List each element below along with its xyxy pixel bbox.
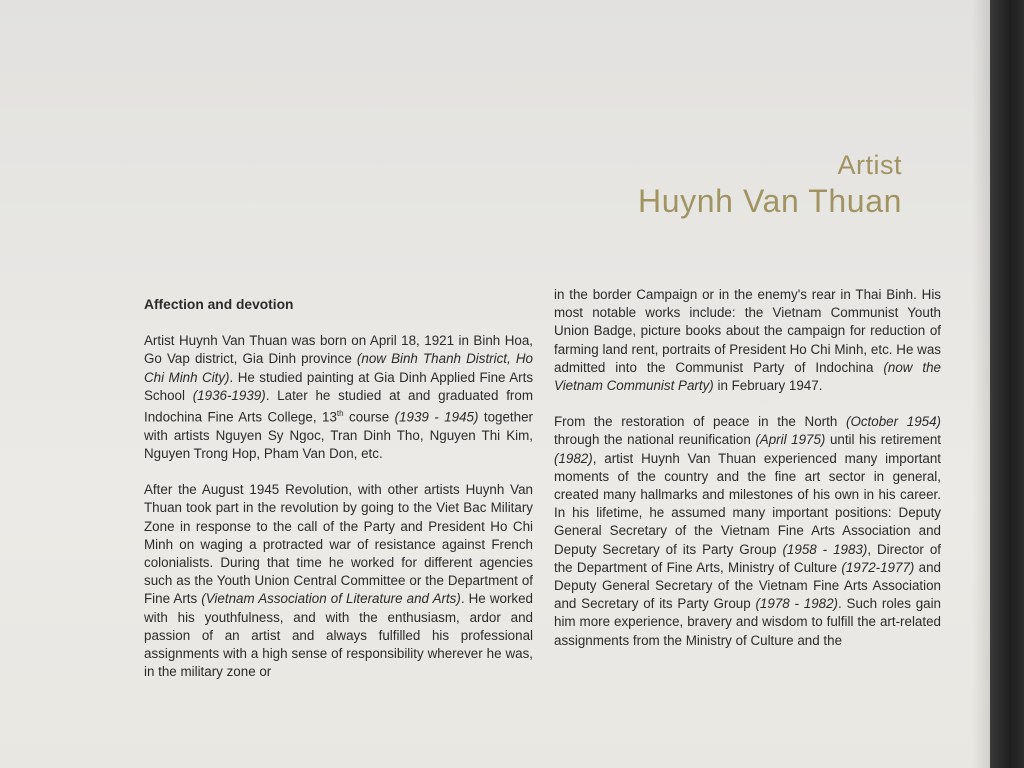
ordinal-suffix: th xyxy=(336,409,344,419)
text-run: in February 1947. xyxy=(713,378,823,394)
italic-run: (1936-1939) xyxy=(192,387,266,403)
page-edge-shadow xyxy=(990,0,1024,768)
italic-run: (1958 - 1983) xyxy=(782,541,868,557)
text-run: , Director of the Department of Fine Arts, Ministry of Culture xyxy=(554,541,941,575)
title-subtitle: Artist xyxy=(837,150,902,180)
right-column xyxy=(554,286,941,668)
text-run: After the August 1945 Revolution, with other artists Huynh Van Thuan took part in the revolution by going to the Viet Bac Military Zone in response to the call of the Party and President Ho Chi Minh on waging a protracted war of resistance against French colonialists. During that time he worked for different agencies such as the Youth Union Central Committee or the Department of Fine Arts xyxy=(144,482,533,607)
text-run: Artist Huynh Van Thuan was born on April 18, 1921 in Binh Hoa, Go Vap district, Gia Dinh province xyxy=(144,333,533,367)
text-run: through the national reunification xyxy=(554,432,756,448)
italic-run: (now Binh Thanh District, Ho Chi Minh City) xyxy=(144,351,533,385)
left-column xyxy=(144,296,533,699)
text-run: . He studied painting at Gia Dinh Applied Fine Arts School xyxy=(144,369,534,403)
italic-run: (now the Vietnam Communist Party) xyxy=(554,359,941,394)
italic-run: (1978 - 1982) xyxy=(755,596,839,612)
title-block xyxy=(638,148,902,220)
right-paragraph-1 xyxy=(554,286,941,395)
text-run: and Deputy General Secretary of the Vietnam Fine Arts Association and Secretary of its Party Group xyxy=(554,559,941,612)
italic-run: (April 1975) xyxy=(755,432,826,448)
left-paragraph-2 xyxy=(144,481,533,681)
text-run: . Later he studied at and graduated from Indochina Fine Arts College, 13 xyxy=(144,387,533,425)
text-run: course xyxy=(343,409,395,425)
text-run: . He worked with his youthfulness, and with the enthusiasm, ardor and passion of an artist and always fulfilled his professional assignments with a high sense of responsibility wherever he was, in the military zone or xyxy=(144,591,534,680)
text-run: , artist Huynh Van Thuan experienced many important moments of the country and the fine art sector in general, created many hallmarks and milestones of his own in his career. In his lifetime, he assumed many important positions: Deputy General Secretary of the Vietnam Fine Arts Association and Deputy Secretary of its Party Group xyxy=(554,450,941,557)
text-run: in the border Campaign or in the enemy's rear in Thai Binh. His most notable works include: the Vietnam Communist Youth Union Badge, picture books about the campaign for reduction of farming land rent, portraits of President Ho Chi Minh, etc. He was admitted into the Communist Party of Indochina xyxy=(554,287,941,375)
right-paragraph-2 xyxy=(554,413,941,650)
section-heading: Affection and devotion xyxy=(144,297,294,312)
title-name: Huynh Van Thuan xyxy=(638,183,902,219)
italic-run: (1972-1977) xyxy=(841,559,915,575)
text-run: until his retirement xyxy=(825,432,941,448)
text-run: . Such roles gain him more experience, bravery and wisdom to fulfill the art-related assignments from the Ministry of Culture and the xyxy=(554,596,942,648)
italic-run: (Vietnam Association of Literature and Arts) xyxy=(201,591,461,607)
left-paragraph-1 xyxy=(144,332,533,463)
italic-run: (1939 - 1945) xyxy=(394,409,479,425)
italic-run: (1982) xyxy=(554,450,593,466)
italic-run: (October 1954) xyxy=(845,414,942,430)
text-run: From the restoration of peace in the North xyxy=(554,414,846,430)
text-run: together with artists Nguyen Sy Ngoc, Tran Dinh Tho, Nguyen Thi Kim, Nguyen Trong Hop, Pham Van Don, etc. xyxy=(144,409,533,461)
